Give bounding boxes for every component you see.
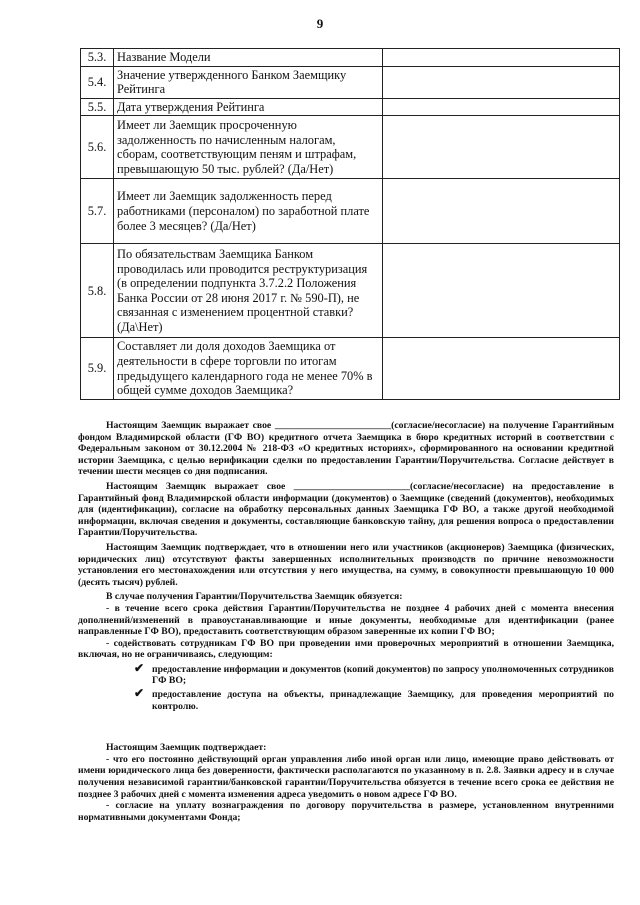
row-number: 5.3. <box>81 49 114 67</box>
check-mark-icon: ✔ <box>134 686 145 701</box>
row-question: Имеет ли Заемщик просроченную задолженность по начисленным налогам, сборам, соответствующим пеням и штрафам, превышающую 50 тыс. рублей? (Да/Нет) <box>114 116 383 179</box>
answer-cell[interactable] <box>383 244 620 338</box>
information-consent-paragraph: Настоящим Заемщик выражает свое ________________________(согласие/несогласие) на предоставление в Гарантийный фонд Владимирской области информации (документов) о Заемщике (сведений (документов), необходимых для (идентификации), согласие на обработку персональных данных Заемщика ГФ ВО, а также другой необходимой информации, включая сведения и документы, составляющие банковскую тайну, для решения вопроса о предоставлении Гарантии/Поручительства. <box>78 480 614 539</box>
row-question: Составляет ли доля доходов Заемщика от деятельности в сфере торговли по итогам предыдущего календарного года не менее 70% в общей сумме доходов Заемщика? <box>114 338 383 399</box>
row-number: 5.5. <box>81 98 114 116</box>
obligations-intro: В случае получения Гарантии/Поручительства Заемщик обязуется: <box>106 591 403 603</box>
answer-cell[interactable] <box>383 179 620 244</box>
check-list-item <box>78 660 614 687</box>
table-row <box>81 338 620 399</box>
enforcement-confirmation-paragraph: Настоящим Заемщик подтверждает, что в отношении него или участников (акционеров) Заемщика (физических, юридических лиц) отсутствуют факты завершенных исполнительных производств по причине невозможности установления его местонахождения или отсутствия у него имущества, на сумму, в совокупности превышающую 10 000 (десять тысяч) рублей. <box>78 541 614 588</box>
row-question: Имеет ли Заемщик задолженность перед работниками (персоналом) по заработной плате более 3 месяцев? (Да/Нет) <box>114 179 383 244</box>
consent-text-block <box>78 420 614 823</box>
row-number: 5.7. <box>81 179 114 244</box>
row-number: 5.8. <box>81 244 114 338</box>
table-row <box>81 116 620 179</box>
obligation-assist-checks: - содействовать сотрудникам ГФ ВО при проведении ими проверочных мероприятий в отношении Заемщика, включая, но не ограничиваясь, следующим: <box>78 637 614 661</box>
row-question: Значение утвержденного Банком Заемщику Рейтинга <box>114 66 383 98</box>
page-number: 9 <box>316 16 324 31</box>
borrower-info-table <box>80 48 620 400</box>
row-number: 5.4. <box>81 66 114 98</box>
table-row <box>81 49 620 67</box>
table-row <box>81 66 620 98</box>
check-list <box>78 660 614 712</box>
row-number: 5.6. <box>81 116 114 179</box>
address-confirmation-paragraph: - что его постоянно действующий орган управления либо иной орган или лицо, имеющие право действовать от имени юридического лица без доверенности, фактически располагаются по указанному в п. 2.8. Заявки адресу и в случае получения независимой гарантии/банковской гарантии/Поручительства обязуется в течение всего срока ее действия не позднее 3 рабочих дней с момента изменения адреса уведомить о новом адресе ГФ ВО. <box>78 753 614 800</box>
row-question: Дата утверждения Рейтинга <box>114 98 383 116</box>
obligation-update-documents: - в течение всего срока действия Гарантии/Поручительства не позднее 4 рабочих дней с момента внесения дополнений/изменений в правоустанавливающие и иные документы, необходимые для идентификации (ранее направленные ГФ ВО), предоставить соответствующим образом заверенные их копии ГФ ВО; <box>78 602 614 638</box>
answer-cell[interactable] <box>383 66 620 98</box>
table-row <box>81 98 620 116</box>
answer-cell[interactable] <box>383 338 620 399</box>
confirmation-intro: Настоящим Заемщик подтверждает: <box>106 742 267 754</box>
check-item-text: предоставление информации и документов (копий документов) по запросу уполномоченных сотрудников ГФ ВО; <box>152 663 614 687</box>
check-item-text: предоставление доступа на объекты, принадлежащие Заемщику, для проведения мероприятий по контролю. <box>152 689 614 712</box>
credit-report-consent-paragraph: Настоящим Заемщик выражает свое ________________________(согласие/несогласие) на получение Гарантийным фондом Владимирской области (ГФ ВО) кредитного отчета Заемщика в бюро кредитных историй в соответствии с Федеральным законом от 30.12.2004 № 218-ФЗ «О кредитных историях», сформированного на основании кредитной истории Заемщика, с целью верификации сделки по предоставлении Гарантии/Поручительства. Согласие действует в течении шести месяцев со дня подписания. <box>78 420 614 478</box>
check-mark-icon: ✔ <box>134 660 145 675</box>
answer-cell[interactable] <box>383 49 620 67</box>
check-list-item <box>78 686 614 712</box>
answer-cell[interactable] <box>383 98 620 116</box>
answer-cell[interactable] <box>383 116 620 179</box>
row-question: Название Модели <box>114 49 383 67</box>
row-question: По обязательствам Заемщика Банком проводилась или проводится реструктуризация (в определении подпункта 3.7.2.2 Положения Банка России от 28 июня 2017 г. № 590-П), не связанная с изменением процентной ставки? (Да\Нет) <box>114 244 383 338</box>
fee-consent-paragraph: - согласие на уплату вознаграждения по договору поручительства в размере, установленном внутренними нормативными документами Фонда; <box>78 800 614 823</box>
table-row <box>81 179 620 244</box>
table-row <box>81 244 620 338</box>
row-number: 5.9. <box>81 338 114 399</box>
